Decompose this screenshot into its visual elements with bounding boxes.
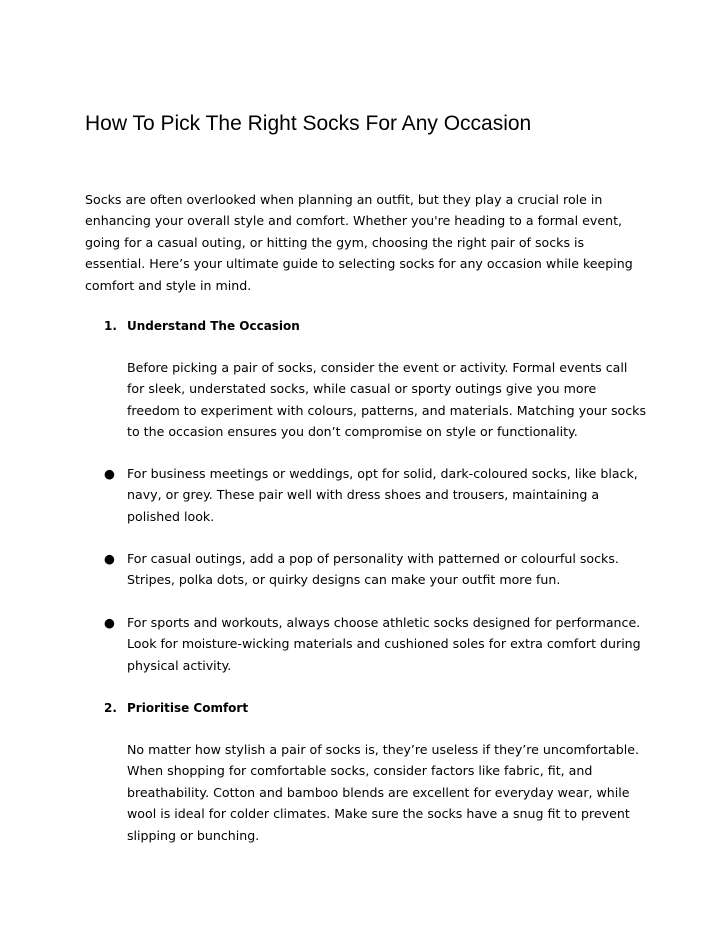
bullet-icon: ● (104, 551, 115, 566)
section-body-prioritise-comfort: No matter how stylish a pair of socks is, they’re useless if they’re uncomfortable. When shopping for comfortable socks, consider factors like fabric, fit, and breathability. Cotton and bamboo blends are excellent for everyday wear, while wool is ideal for colder climates. Make sure the socks have a snug fit to prevent slipping or bunching. (127, 742, 640, 843)
section-body-understand-occasion: Before picking a pair of socks, consider the event or activity. Formal events call for sleek, understated socks, while casual or sporty outings give you more freedom to experiment with colours, patterns, and materials. Matching your socks to the occasion ensures you don’t compromise on style or functionality. (127, 360, 647, 440)
section-heading-understand-occasion (104, 316, 300, 336)
section-heading-text: Understand The Occasion (127, 319, 300, 333)
bullet-icon: ● (104, 466, 115, 481)
bullet-icon: ● (104, 615, 115, 630)
list-item (104, 463, 649, 527)
list-item-text: For business meetings or weddings, opt for solid, dark-coloured socks, like black, navy, or grey. These pair well with dress shoes and trousers, maintaining a polished look. (127, 466, 638, 524)
list-item (104, 612, 649, 676)
section-heading-text: Prioritise Comfort (127, 701, 249, 715)
page-title: How To Pick The Right Socks For Any Occasion (85, 112, 532, 135)
intro-paragraph: Socks are often overlooked when planning an outfit, but they play a crucial role in enhancing your overall style and comfort. Whether you're heading to a formal event, going for a casual outing, or hitting the gym, choosing the right pair of socks is essential. Here’s your ultimate guide to selecting socks for any occasion while keeping comfort and style in mind. (85, 192, 633, 293)
section-heading-prioritise-comfort (104, 698, 248, 718)
section-number: 2. (104, 701, 117, 715)
list-item (104, 548, 649, 591)
section-number: 1. (104, 319, 117, 333)
list-item-text: For casual outings, add a pop of personality with patterned or colourful socks. Stripes, polka dots, or quirky designs can make your outfit more fun. (127, 551, 619, 588)
list-item-text: For sports and workouts, always choose athletic socks designed for performance. Look for moisture-wicking materials and cushioned soles for extra comfort during physical activity. (127, 615, 641, 673)
